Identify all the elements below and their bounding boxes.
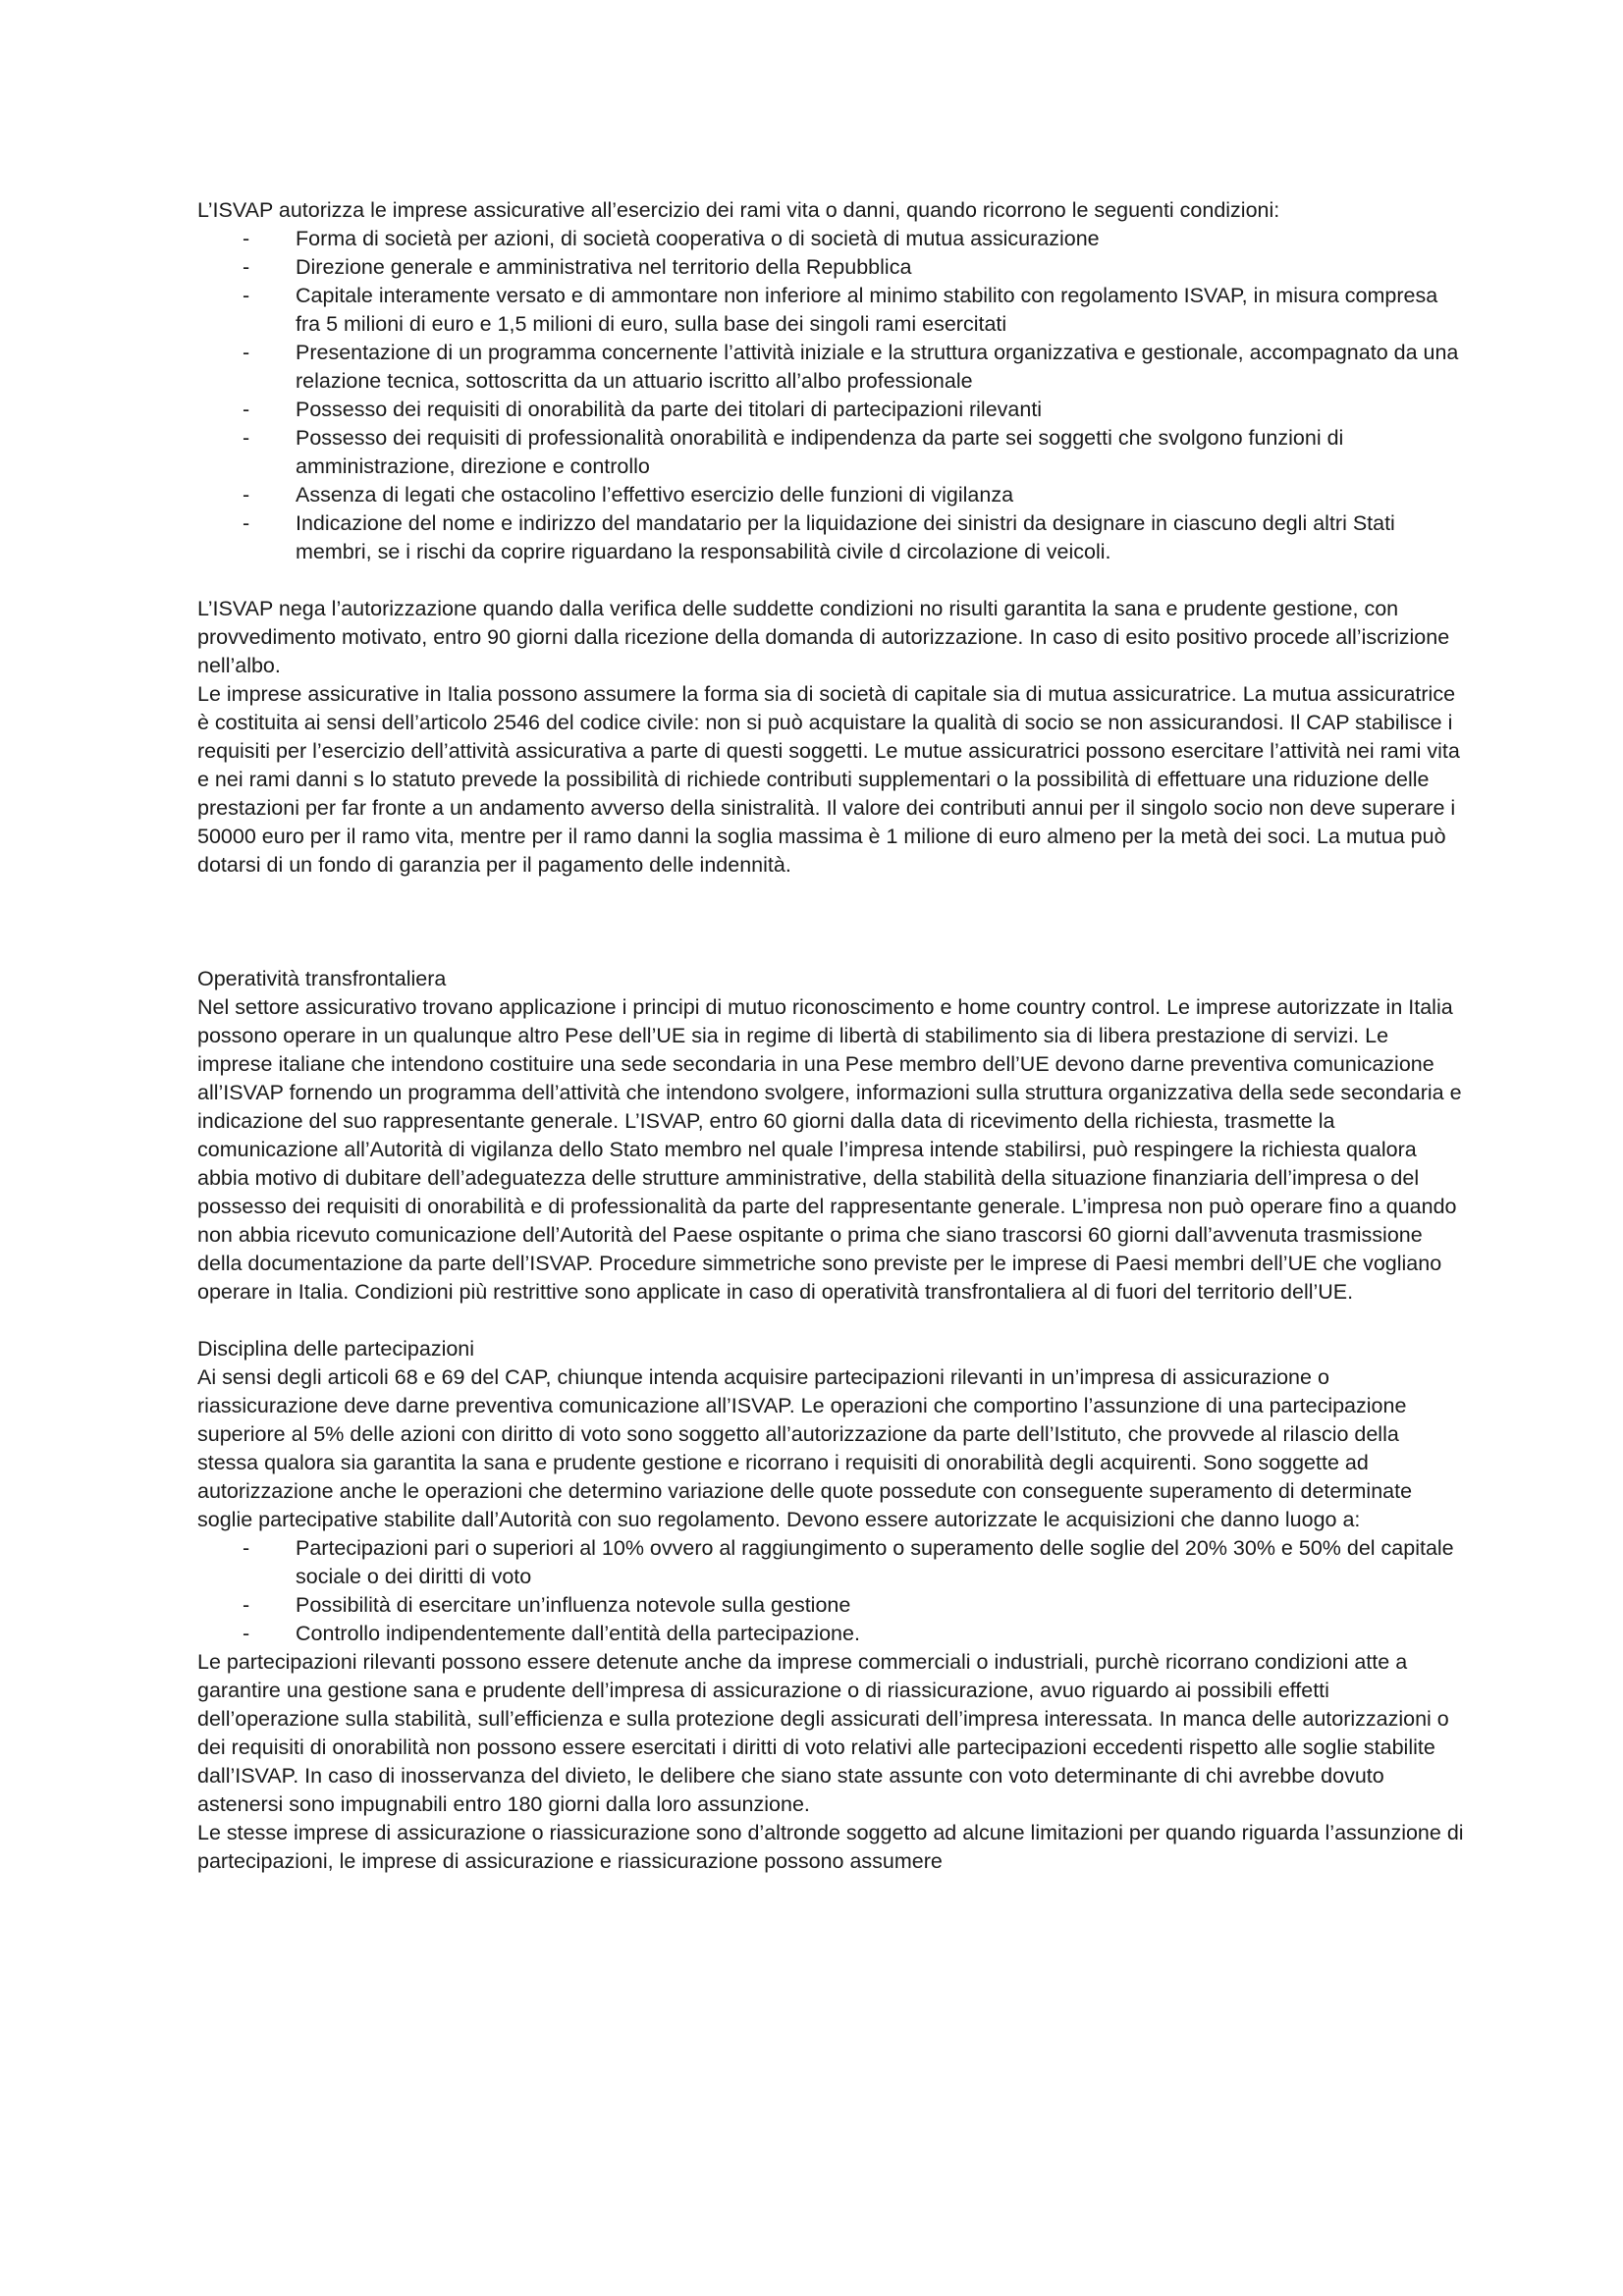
- document-page: [197, 196, 1464, 1876]
- holdings-list: [197, 1534, 1464, 1648]
- list-item: - Controllo indipendentemente dall’entità della partecipazione.: [296, 1620, 1464, 1648]
- list-item: - Direzione generale e amministrativa nel territorio della Repubblica: [296, 253, 1464, 282]
- list-item: - Presentazione di un programma concernente l’attività iniziale e la struttura organizzativa e gestionale, accompagnato da una relazione tecnica, sottoscritta da un attuario iscritto all’albo professionale: [296, 339, 1464, 396]
- mutual-paragraph: Le imprese assicurative in Italia possono assumere la forma sia di società di capitale sia di mutua assicuratrice. La mutua assicuratrice è costituita ai sensi dell’articolo 2546 del codice civile: non si può acquistare la qualità di socio se non assicurandosi. Il CAP stabilisce i requisiti per l’esercizio dell’attività assicurativa a parte di questi soggetti. Le mutue assicuratrici possono esercitare l’attività nei rami vita e nei rami danni s lo statuto prevede la possibilità di richiede contributi supplementari o la possibilità di effettuare una riduzione delle prestazioni per far fronte a un andamento avverso della sinistralità. Il valore dei contributi annui per il singolo socio non deve superare i 50000 euro per il ramo vita, mentre per il ramo danni la soglia massima è 1 milione di euro almeno per la metà dei soci. La mutua può dotarsi di un fondo di garanzia per il pagamento delle indennità.: [197, 682, 1460, 877]
- list-item: - Possibilità di esercitare un’influenza notevole sulla gestione: [296, 1591, 1464, 1620]
- holdings-paragraph-2: Le partecipazioni rilevanti possono essere detenute anche da imprese commerciali o industriali, purchè ricorrano condizioni atte a garantire una gestione sana e prudente dell’impresa di assicurazione o di riassicurazione, avuo riguardo ai possibili effetti dell’operazione sulla stabilità, sull’efficienza e sulla protezione degli assicurati dell’impresa interessata. In manca delle autorizzazioni o dei requisiti di onorabilità non possono essere esercitati i diritti di voto relativi alle partecipazioni eccedenti rispetto alle soglie stabilite dall’ISVAP. In caso di inosservanza del divieto, le delibere che siano state assunte con voto determinante di chi avrebbe dovuto astenersi sono impugnabili entro 180 giorni dalla loro assunzione.: [197, 1650, 1449, 1816]
- list-item: - Possesso dei requisiti di onorabilità da parte dei titolari di partecipazioni rilevanti: [296, 396, 1464, 424]
- crossborder-heading: Operatività transfrontaliera: [197, 967, 447, 990]
- list-item: - Partecipazioni pari o superiori al 10% ovvero al raggiungimento o superamento delle soglie del 20% 30% e 50% del capitale sociale o dei diritti di voto: [296, 1534, 1464, 1591]
- conditions-list: [197, 225, 1464, 566]
- intro-paragraph: L’ISVAP autorizza le imprese assicurative all’esercizio dei rami vita o danni, quando ricorrono le seguenti condizioni:: [197, 198, 1280, 222]
- denial-paragraph: L’ISVAP nega l’autorizzazione quando dalla verifica delle suddette condizioni no risulti garantita la sana e prudente gestione, con provvedimento motivato, entro 90 giorni dalla ricezione della domanda di autorizzazione. In caso di esito positivo procede all’iscrizione nell’albo.: [197, 597, 1450, 677]
- list-item: - Forma di società per azioni, di società cooperativa o di società di mutua assicurazione: [296, 225, 1464, 253]
- holdings-paragraph-3: Le stesse imprese di assicurazione o riassicurazione sono d’altronde soggetto ad alcune limitazioni per quando riguarda l’assunzione di partecipazioni, le imprese di assicurazione e riassicurazione possono assumere: [197, 1821, 1464, 1873]
- holdings-heading: Disciplina delle partecipazioni: [197, 1337, 475, 1361]
- list-item: - Capitale interamente versato e di ammontare non inferiore al minimo stabilito con regolamento ISVAP, in misura compresa fra 5 milioni di euro e 1,5 milioni di euro, sulla base dei singoli rami esercitati: [296, 282, 1464, 339]
- list-item: - Possesso dei requisiti di professionalità onorabilità e indipendenza da parte sei soggetti che svolgono funzioni di amministrazione, direzione e controllo: [296, 424, 1464, 481]
- list-item: - Indicazione del nome e indirizzo del mandatario per la liquidazione dei sinistri da designare in ciascuno degli altri Stati membri, se i rischi da coprire riguardano la responsabilità civile d circolazione di veicoli.: [296, 509, 1464, 566]
- holdings-paragraph: Ai sensi degli articoli 68 e 69 del CAP, chiunque intenda acquisire partecipazioni rilevanti in un’impresa di assicurazione o riassicurazione deve darne preventiva comunicazione all’ISVAP. Le operazioni che comportino l’assunzione di una partecipazione superiore al 5% delle azioni con diritto di voto sono soggetto all’autorizzazione da parte dell’Istituto, che provvede al rilascio della stessa qualora sia garantita la sana e prudente gestione e ricorrano i requisiti di onorabilità degli acquirenti. Sono soggette ad autorizzazione anche le operazioni che determino variazione delle quote possedute con conseguente superamento di determinate soglie partecipative stabilite dall’Autorità con suo regolamento. Devono essere autorizzate le acquisizioni che danno luogo a:: [197, 1365, 1413, 1531]
- crossborder-paragraph: Nel settore assicurativo trovano applicazione i principi di mutuo riconoscimento e home country control. Le imprese autorizzate in Italia possono operare in un qualunque altro Pese dell’UE sia in regime di libertà di stabilimento sia di libera prestazione di servizi. Le imprese italiane che intendono costituire una sede secondaria in una Pese membro dell’UE devono darne preventiva comunicazione all’ISVAP fornendo un programma dell’attività che intendono svolgere, informazioni sulla struttura organizzativa della sede secondaria e indicazione del suo rappresentante generale. L’ISVAP, entro 60 giorni dalla data di ricevimento della richiesta, trasmette la comunicazione all’Autorità di vigilanza dello Stato membro nel quale l’impresa intende stabilirsi, può respingere la richiesta qualora abbia motivo di dubitare dell’adeguatezza delle strutture amministrative, della stabilità della situazione finanziaria dell’impresa o del possesso dei requisiti di onorabilità e di professionalità da parte del rappresentante generale. L’impresa non può operare fino a quando non abbia ricevuto comunicazione dell’Autorità del Paese ospitante o prima che siano trascorsi 60 giorni dall’avvenuta trasmissione della documentazione da parte dell’ISVAP. Procedure simmetriche sono previste per le imprese di Paesi membri dell’UE che vogliano operare in Italia. Condizioni più restrittive sono applicate in caso di operatività transfrontaliera al di fuori del territorio dell’UE.: [197, 995, 1462, 1304]
- list-item: - Assenza di legati che ostacolino l’effettivo esercizio delle funzioni di vigilanza: [296, 481, 1464, 509]
